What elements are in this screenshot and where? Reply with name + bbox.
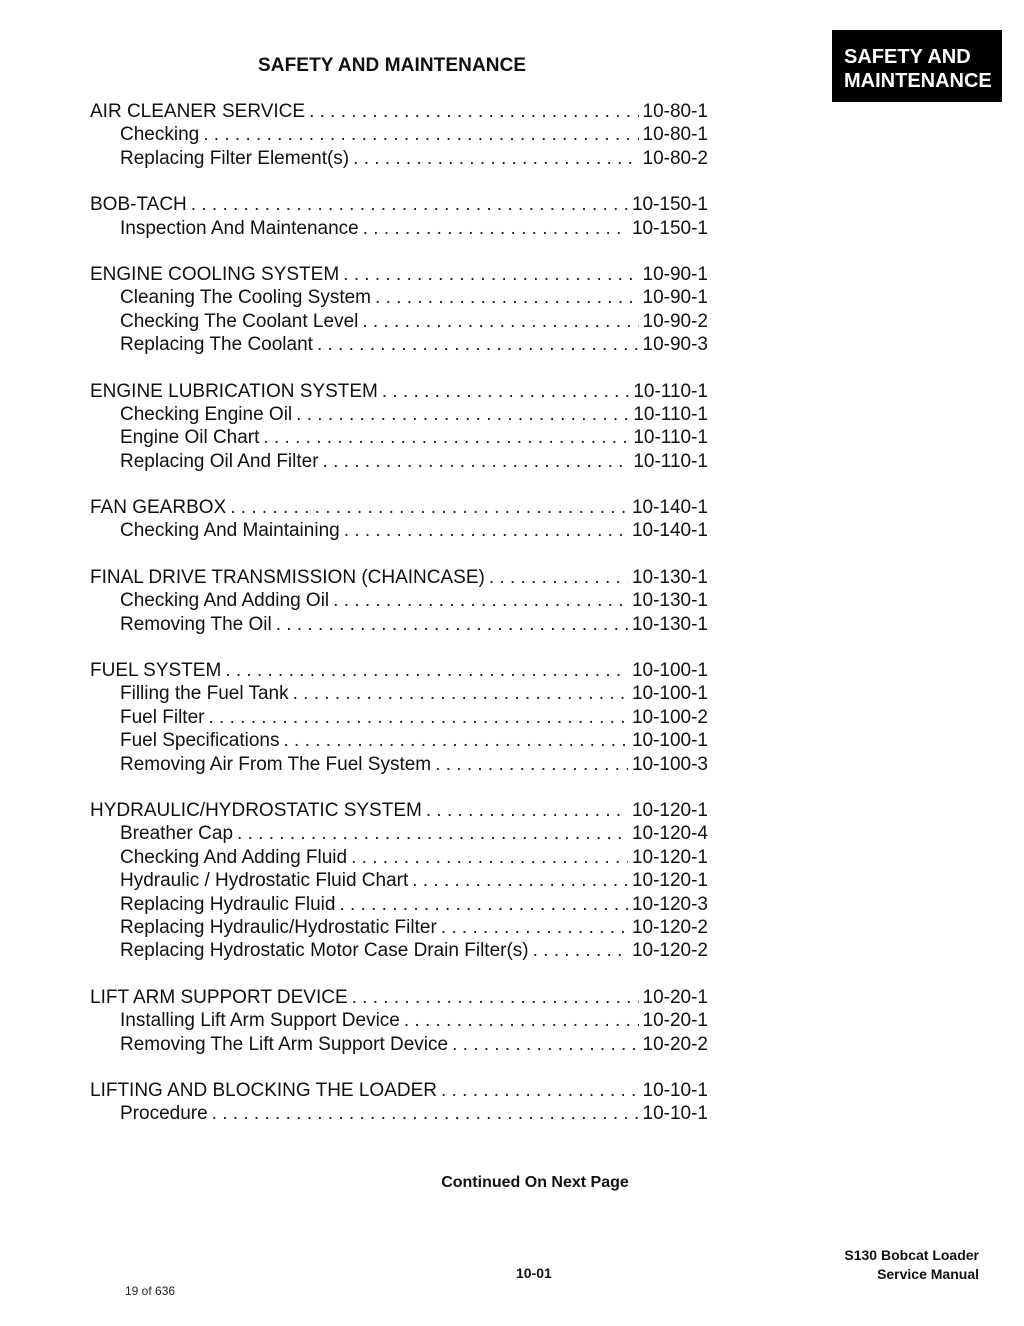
toc-section: [90, 659, 708, 776]
toc-entry-page: 10-140-1: [631, 520, 708, 542]
toc-entry-title: Checking And Adding Oil: [120, 590, 330, 612]
toc-entry-title: LIFT ARM SUPPORT DEVICE: [90, 986, 348, 1008]
toc-subentry[interactable]: [90, 217, 708, 240]
toc-section: [90, 566, 708, 636]
toc-section: [90, 986, 708, 1056]
toc-subentry[interactable]: [90, 450, 708, 473]
dot-leader: [362, 310, 638, 333]
dot-leader: [339, 893, 628, 916]
dot-leader: [283, 729, 627, 752]
dot-leader: [343, 263, 638, 286]
toc-entry-title: Fuel Filter: [120, 706, 205, 728]
footer-page-number: 10-01: [516, 1265, 552, 1281]
dot-leader: [344, 519, 628, 542]
dot-leader: [352, 986, 639, 1009]
toc-entry-page: 10-120-2: [631, 916, 708, 938]
toc-subentry[interactable]: [90, 333, 708, 356]
dot-leader: [375, 286, 638, 309]
dot-leader: [412, 869, 628, 892]
toc-entry-page: 10-10-1: [642, 1103, 708, 1125]
page-title: SAFETY AND MAINTENANCE: [258, 55, 527, 76]
dot-leader: [191, 193, 628, 216]
toc-entry-page: 10-150-1: [631, 217, 708, 239]
toc-section: [90, 799, 708, 963]
toc-subentry[interactable]: [90, 519, 708, 542]
dot-leader: [441, 916, 628, 939]
toc-subentry[interactable]: [90, 822, 708, 845]
toc-entry-page: 10-150-1: [631, 194, 708, 216]
dot-leader: [317, 333, 639, 356]
dot-leader: [404, 1009, 639, 1032]
continued-note: Continued On Next Page: [441, 1174, 629, 1191]
toc-section: [90, 263, 708, 357]
toc-entry-title: Installing Lift Arm Support Device: [120, 1010, 400, 1032]
toc-entry-title: Checking The Coolant Level: [120, 310, 359, 332]
toc-subentry[interactable]: [90, 682, 708, 705]
toc-entry-title: Replacing Hydraulic/Hydrostatic Filter: [120, 916, 437, 938]
toc-entry-title: Inspection And Maintenance: [120, 217, 359, 239]
toc-entry-page: 10-100-3: [631, 753, 708, 775]
toc-section: [90, 1079, 708, 1126]
section-tab-line2: MAINTENANCE: [844, 70, 992, 92]
dot-leader: [363, 217, 628, 240]
toc-entry-page: 10-90-1: [642, 263, 708, 285]
section-tab-line1: SAFETY AND: [844, 46, 971, 68]
toc-entry-page: 10-100-1: [631, 683, 708, 705]
toc-subentry[interactable]: [90, 426, 708, 449]
toc-entry[interactable]: [90, 986, 708, 1009]
dot-leader: [225, 659, 628, 682]
dot-leader: [333, 589, 628, 612]
toc-subentry[interactable]: [90, 123, 708, 146]
toc-entry-page: 10-130-1: [631, 566, 708, 588]
toc-entry[interactable]: [90, 263, 708, 286]
section-tab: [832, 30, 1002, 102]
toc-entry[interactable]: [90, 380, 708, 403]
toc-entry-title: Replacing The Coolant: [120, 334, 313, 356]
dot-leader: [533, 939, 628, 962]
toc-subentry[interactable]: [90, 589, 708, 612]
manual-model: S130 Bobcat Loader: [844, 1247, 979, 1263]
toc-subentry[interactable]: [90, 310, 708, 333]
toc-subentry[interactable]: [90, 1102, 708, 1125]
toc-entry-title: Checking Engine Oil: [120, 403, 293, 425]
toc-entry[interactable]: [90, 100, 708, 123]
toc-section: [90, 496, 708, 543]
toc-subentry[interactable]: [90, 1009, 708, 1032]
toc-entry-page: 10-80-1: [642, 124, 708, 146]
dot-leader: [203, 123, 638, 146]
toc-entry-page: 10-130-1: [631, 613, 708, 635]
toc-entry-page: 10-120-4: [631, 823, 708, 845]
toc-entry-title: AIR CLEANER SERVICE: [90, 101, 306, 122]
toc-section: [90, 100, 708, 170]
manual-type: Service Manual: [877, 1266, 979, 1282]
toc-entry[interactable]: [90, 566, 708, 589]
toc-subentry[interactable]: [90, 729, 708, 752]
dot-leader: [276, 613, 628, 636]
toc-entry-title: Replacing Hydraulic Fluid: [120, 893, 336, 915]
dot-leader: [435, 753, 628, 776]
toc-entry-page: 10-120-3: [631, 893, 708, 915]
dot-leader: [426, 799, 628, 822]
toc-subentry[interactable]: [90, 753, 708, 776]
table-of-contents: [90, 100, 708, 1149]
toc-entry-page: 10-100-2: [631, 706, 708, 728]
toc-entry-page: 10-100-1: [631, 660, 708, 682]
toc-subentry[interactable]: [90, 846, 708, 869]
toc-entry[interactable]: [90, 799, 708, 822]
toc-entry[interactable]: [90, 659, 708, 682]
toc-subentry[interactable]: [90, 286, 708, 309]
toc-entry-page: 10-120-1: [631, 870, 708, 892]
toc-entry-page: 10-140-1: [631, 497, 708, 519]
toc-subentry[interactable]: [90, 706, 708, 729]
toc-entry-page: 10-110-1: [633, 427, 708, 449]
toc-subentry[interactable]: [90, 1033, 708, 1056]
toc-subentry[interactable]: [90, 893, 708, 916]
toc-entry-title: Replacing Filter Element(s): [120, 147, 350, 169]
toc-subentry[interactable]: [90, 939, 708, 962]
toc-entry-title: ENGINE LUBRICATION SYSTEM: [90, 380, 378, 402]
dot-leader: [237, 822, 628, 845]
toc-entry-title: Removing The Lift Arm Support Device: [120, 1033, 449, 1055]
toc-entry-title: Checking: [120, 124, 200, 146]
dot-leader: [489, 566, 628, 589]
dot-leader: [263, 426, 629, 449]
toc-entry-title: FAN GEARBOX: [90, 497, 227, 519]
toc-entry-page: 10-120-1: [631, 846, 708, 868]
toc-entry-page: 10-10-1: [642, 1079, 708, 1101]
toc-entry-page: 10-80-2: [642, 147, 708, 169]
toc-entry-page: 10-90-3: [642, 334, 708, 356]
page-count: 19 of 636: [125, 1284, 176, 1298]
toc-entry-title: Hydraulic / Hydrostatic Fluid Chart: [120, 870, 409, 892]
toc-entry-title: LIFTING AND BLOCKING THE LOADER: [90, 1079, 438, 1101]
toc-entry-title: BOB-TACH: [90, 194, 187, 216]
dot-leader: [212, 1102, 639, 1125]
toc-entry-title: FINAL DRIVE TRANSMISSION (CHAINCASE): [90, 566, 485, 588]
dot-leader: [208, 706, 627, 729]
dot-leader: [296, 403, 629, 426]
dot-leader: [353, 147, 638, 170]
toc-entry-page: 10-90-1: [642, 287, 708, 309]
toc-entry-page: 10-110-1: [633, 450, 708, 472]
toc-entry-title: FUEL SYSTEM: [90, 660, 222, 682]
toc-subentry[interactable]: [90, 916, 708, 939]
toc-entry-page: 10-120-1: [631, 799, 708, 821]
toc-entry-title: Fuel Specifications: [120, 730, 280, 752]
toc-entry-title: Checking And Maintaining: [120, 520, 340, 542]
toc-subentry[interactable]: [90, 869, 708, 892]
toc-entry-title: Filling the Fuel Tank: [120, 683, 289, 705]
toc-entry-page: 10-90-2: [642, 310, 708, 332]
toc-entry-title: HYDRAULIC/HYDROSTATIC SYSTEM: [90, 799, 422, 821]
toc-subentry[interactable]: [90, 403, 708, 426]
footer-manual-title: [844, 1246, 979, 1284]
dot-leader: [351, 846, 628, 869]
dot-leader: [230, 496, 628, 519]
toc-entry-title: Checking And Adding Fluid: [120, 846, 348, 868]
toc-section: [90, 380, 708, 474]
toc-entry-title: Cleaning The Cooling System: [120, 287, 372, 309]
dot-leader: [323, 450, 630, 473]
toc-entry-title: Engine Oil Chart: [120, 427, 260, 449]
toc-entry-page: 10-20-2: [642, 1033, 708, 1055]
toc-entry-title: Breather Cap: [120, 823, 234, 845]
dot-leader: [309, 100, 638, 123]
toc-entry[interactable]: [90, 496, 708, 519]
toc-subentry[interactable]: [90, 613, 708, 636]
toc-entry-title: Removing Air From The Fuel System: [120, 753, 432, 775]
toc-entry-page: 10-130-1: [631, 590, 708, 612]
dot-leader: [293, 682, 628, 705]
toc-entry-title: Procedure: [120, 1103, 208, 1125]
toc-subentry[interactable]: [90, 147, 708, 170]
toc-entry-page: 10-100-1: [631, 730, 708, 752]
toc-entry-page: 10-80-1: [642, 101, 708, 122]
dot-leader: [382, 380, 629, 403]
toc-entry-page: 10-110-1: [633, 403, 708, 425]
toc-entry-page: 10-120-2: [631, 940, 708, 962]
toc-entry[interactable]: [90, 193, 708, 216]
toc-entry-page: 10-20-1: [642, 1010, 708, 1032]
toc-entry-title: Removing The Oil: [120, 613, 272, 635]
toc-entry-title: ENGINE COOLING SYSTEM: [90, 263, 340, 285]
toc-entry-page: 10-110-1: [633, 380, 708, 402]
dot-leader: [441, 1079, 638, 1102]
dot-leader: [452, 1033, 638, 1056]
toc-section: [90, 193, 708, 240]
toc-entry[interactable]: [90, 1079, 708, 1102]
toc-entry-page: 10-20-1: [642, 986, 708, 1008]
toc-entry-title: Replacing Oil And Filter: [120, 450, 319, 472]
toc-entry-title: Replacing Hydrostatic Motor Case Drain Filter(s): [120, 940, 529, 962]
